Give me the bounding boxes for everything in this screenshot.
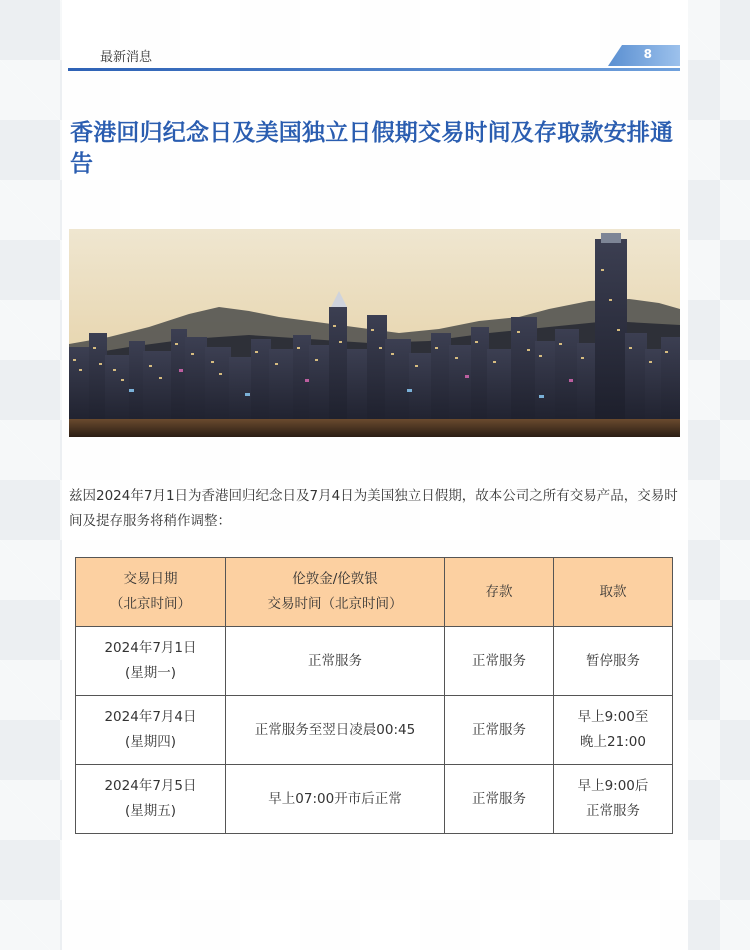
deposit-cell: 正常服务: [445, 696, 554, 765]
section-label: 最新消息: [100, 50, 153, 65]
date-cell: 2024年7月4日 (星期四): [76, 696, 226, 765]
notice-title: 香港回归纪念日及美国独立日假期交易时间及存取款安排通告: [70, 120, 674, 177]
deposit-cell: 正常服务: [445, 765, 554, 834]
header-deposit: 存款: [445, 558, 554, 627]
trading-schedule-table: [75, 557, 673, 834]
table-row: [76, 765, 673, 834]
table-header-row: [76, 558, 673, 627]
page-number: 8: [643, 47, 652, 61]
deposit-cell: 正常服务: [445, 627, 554, 696]
hong-kong-skyline-image: [69, 229, 680, 437]
withdrawal-cell: 暂停服务: [554, 627, 673, 696]
date-cell: 2024年7月5日 (星期五): [76, 765, 226, 834]
trading-hours-cell: 早上07:00开市后正常: [226, 765, 445, 834]
header-trading-date: 交易日期 （北京时间）: [76, 558, 226, 627]
header-trading-hours: 伦敦金/伦敦银 交易时间（北京时间）: [226, 558, 445, 627]
trading-hours-cell: 正常服务至翌日凌晨00:45: [226, 696, 445, 765]
withdrawal-cell: 早上9:00至 晚上21:00: [554, 696, 673, 765]
withdrawal-cell: 早上9:00后 正常服务: [554, 765, 673, 834]
date-cell: 2024年7月1日 (星期一): [76, 627, 226, 696]
header-rule: [68, 68, 680, 71]
intro-paragraph: 兹因2024年7月1日为香港回归纪念日及7月4日为美国独立日假期，故本公司之所有交易产品，交易时间及提存服务将稍作调整：: [69, 488, 678, 529]
header-withdrawal: 取款: [554, 558, 673, 627]
table-row: [76, 696, 673, 765]
table-row: [76, 627, 673, 696]
trading-hours-cell: 正常服务: [226, 627, 445, 696]
page-header: [68, 44, 680, 74]
